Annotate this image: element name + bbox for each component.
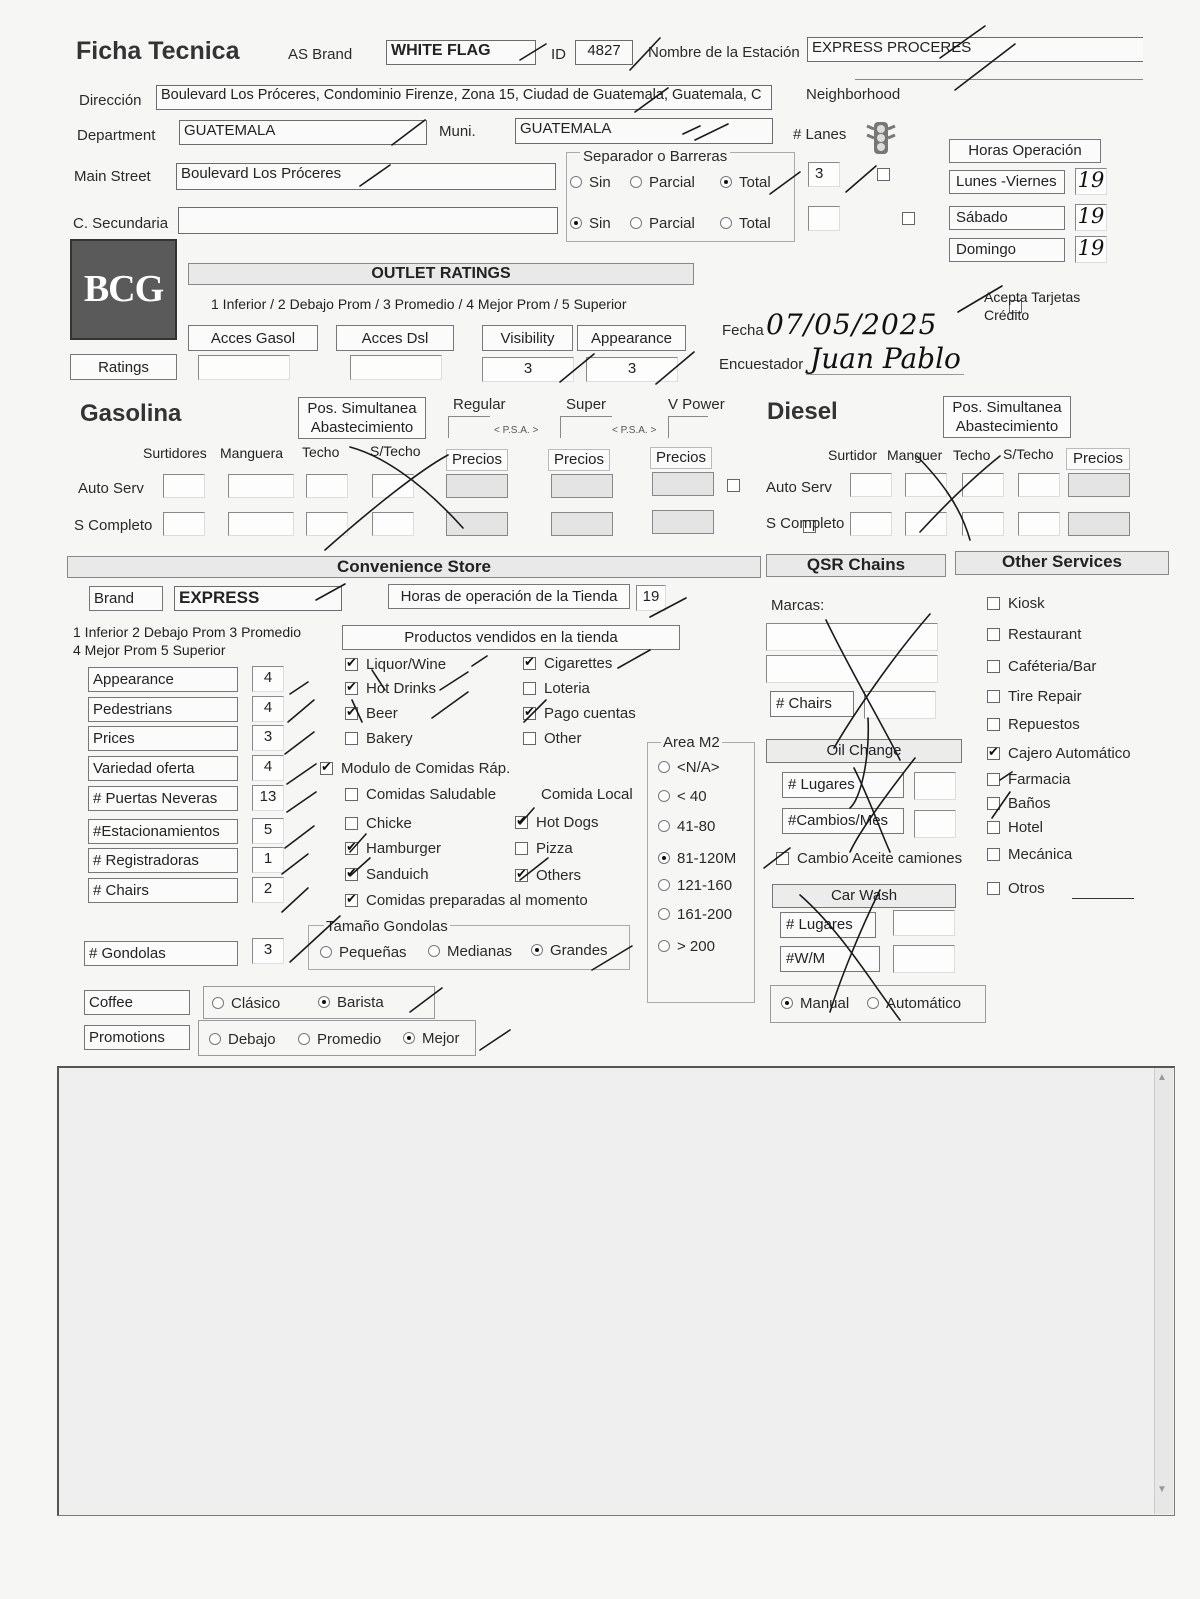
checkbox-label: Hot Dogs — [536, 814, 599, 831]
cw-wm-field[interactable] — [893, 945, 955, 973]
station-name-label: Nombre de la Estación — [648, 44, 800, 61]
checkbox-label: Kiosk — [1008, 595, 1045, 612]
page-title: Ficha Tecnica — [76, 37, 240, 65]
station-name-field[interactable]: EXPRESS PROCERES — [807, 37, 1143, 62]
id-field[interactable]: 4827 — [575, 40, 633, 65]
other-service-4[interactable] — [987, 716, 1080, 733]
gas-auto-surtidores[interactable] — [163, 474, 205, 498]
checkbox[interactable] — [345, 868, 358, 881]
checkbox-label: Pago cuentas — [544, 705, 636, 722]
gas-auto-manguera[interactable] — [228, 474, 294, 498]
checkbox-label: Other — [544, 730, 582, 747]
radio-label: 81-120M — [677, 850, 737, 867]
checkbox-label: Repuestos — [1008, 716, 1080, 733]
other-service-10[interactable] — [987, 880, 1045, 897]
gas-scomp-precio-regular[interactable] — [446, 512, 508, 536]
acces-gasol-label: Acces Gasol — [188, 325, 318, 351]
cambio-aceite-camiones[interactable]: Cambio Aceite camiones — [776, 850, 962, 867]
stecho-label: S/Techo — [370, 443, 421, 459]
traffic-light-icon — [864, 120, 898, 158]
coffee-barista[interactable]: Barista — [318, 994, 384, 1011]
gas-auto-super-checkbox[interactable] — [727, 479, 740, 492]
techo-label: Techo — [302, 444, 340, 460]
checkbox-label: Farmacia — [1008, 771, 1071, 788]
other-service-1[interactable] — [987, 626, 1081, 643]
fecha-label: Fecha — [722, 322, 764, 339]
store-brand-field[interactable]: EXPRESS — [174, 586, 342, 611]
visibility-field[interactable]: 3 — [482, 357, 574, 382]
rating-label-2: Prices — [88, 726, 238, 751]
radio[interactable] — [658, 820, 670, 832]
checkbox[interactable] — [987, 747, 1000, 760]
outlet-ratings-scale: 1 Inferior / 2 Debajo Prom / 3 Promedio / 4 Mejor Prom / 5 Superior — [211, 296, 627, 312]
rating-label-4: # Puertas Neveras — [88, 786, 238, 811]
manguera-label: Manguera — [220, 445, 284, 461]
lanes-sec-field[interactable] — [808, 206, 840, 231]
acces-gasol-field[interactable] — [198, 355, 290, 380]
qsr-chairs-label: # Chairs — [770, 691, 854, 717]
rating-label-0: Appearance — [88, 667, 238, 692]
checkbox-label: Bakery — [366, 730, 413, 747]
promo-mejor[interactable]: Mejor — [403, 1030, 460, 1047]
checkbox-label: Caféteria/Bar — [1008, 658, 1097, 675]
area-option-5[interactable] — [658, 906, 732, 923]
convenience-store-header: Convenience Store — [67, 556, 761, 578]
dsl-auto-techo[interactable] — [962, 473, 1004, 497]
store-scale-line2: 4 Mejor Prom 5 Superior — [73, 642, 226, 658]
department-label: Department — [77, 127, 156, 144]
product2-2[interactable] — [523, 705, 636, 722]
cw-wm-label: #W/M — [780, 946, 880, 972]
psa-label-1: < P.S.A. > — [494, 425, 539, 436]
radio[interactable] — [658, 879, 670, 891]
checkbox-label: Hot Drinks — [366, 680, 437, 697]
appearance-label: Appearance — [577, 325, 686, 351]
muni-label: Muni. — [439, 123, 476, 140]
encuestador-label: Encuestador — [719, 356, 804, 373]
dsl-auto-precio[interactable] — [1068, 473, 1130, 497]
notes-textarea[interactable] — [57, 1066, 1175, 1516]
precios-vpower: Precios — [650, 447, 712, 469]
carwash-automatico[interactable]: Automático — [867, 995, 961, 1012]
hours-weekdays-field[interactable]: 19 — [1075, 168, 1107, 195]
gas-auto-precio-vpower[interactable] — [652, 472, 714, 496]
psa-bracket — [448, 416, 490, 438]
product-1[interactable] — [345, 680, 436, 697]
main-street-label: Main Street — [74, 168, 151, 185]
separador-sec-sin[interactable]: Sin — [570, 215, 611, 232]
checkbox[interactable] — [987, 597, 1000, 610]
other-service-8[interactable] — [987, 819, 1043, 836]
gas-auto-techo[interactable] — [306, 474, 348, 498]
separador-main-parcial[interactable]: Parcial — [630, 174, 695, 191]
checkbox-label: Pizza — [536, 840, 573, 857]
other-service-2[interactable] — [987, 658, 1096, 675]
qsr-chains-header: QSR Chains — [766, 554, 946, 577]
checkbox-label: Cigarettes — [544, 655, 613, 672]
comidas-saludable[interactable]: Comidas Saludable — [345, 786, 496, 803]
checkbox-label: Otros — [1008, 880, 1045, 897]
checkbox[interactable] — [987, 628, 1000, 641]
direccion-field[interactable]: Boulevard Los Próceres, Condominio Firenze, Zona 15, Ciudad de Guatemala, Guatemala, C — [156, 85, 772, 110]
area-option-1[interactable] — [658, 788, 707, 805]
lanes-main-field[interactable]: 3 — [808, 162, 840, 187]
notes-scrollbar[interactable] — [1154, 1068, 1173, 1514]
checkbox[interactable] — [523, 732, 536, 745]
diesel-surtidor-label: Surtidor — [828, 447, 878, 463]
dsl-scomp-precio[interactable] — [1068, 512, 1130, 536]
secundaria-label: C. Secundaria — [73, 215, 169, 232]
rating-label-3: Variedad oferta — [88, 756, 238, 781]
rating-value-7[interactable]: 2 — [252, 877, 284, 903]
food2-2[interactable] — [515, 867, 581, 884]
other-service-3[interactable] — [987, 688, 1082, 705]
area-option-0[interactable] — [658, 759, 720, 776]
oil-change-label: Oil Change — [766, 739, 962, 763]
as-brand-label: AS Brand — [288, 46, 353, 63]
psa-bracket — [668, 416, 708, 438]
cw-lugares-label: # Lugares — [780, 912, 876, 938]
radio[interactable] — [658, 908, 670, 920]
checkbox[interactable] — [523, 707, 536, 720]
store-hours-field[interactable]: 19 — [636, 585, 666, 611]
dsl-auto-manguer[interactable] — [905, 473, 947, 497]
precios-super: Precios — [548, 449, 610, 471]
radio-label: <N/A> — [677, 759, 720, 776]
neighborhood-line — [855, 79, 1143, 80]
checkbox-label: Beer — [366, 705, 398, 722]
rating-value-4[interactable]: 13 — [252, 785, 284, 811]
outlet-ratings-header: OUTLET RATINGS — [188, 263, 694, 285]
area-option-2[interactable] — [658, 818, 715, 835]
other-service-7[interactable] — [987, 795, 1051, 812]
psa-label-2: < P.S.A. > — [612, 425, 657, 436]
rating-label-7: # Chairs — [88, 878, 238, 903]
product-0[interactable] — [345, 656, 446, 673]
separador-main-total[interactable]: Total — [720, 174, 771, 191]
scroll-down-icon[interactable]: ▼ — [1157, 1484, 1167, 1495]
gas-scomp-precio-vpower[interactable] — [652, 510, 714, 534]
main-street-field[interactable]: Boulevard Los Próceres — [176, 163, 556, 190]
dsl-scomp-techo[interactable] — [962, 512, 1004, 536]
rating-value-3[interactable]: 4 — [252, 755, 284, 781]
separador-label: Separador o Barreras — [580, 148, 730, 165]
product2-1[interactable] — [523, 680, 590, 697]
gas-auto-stecho[interactable] — [372, 474, 414, 498]
checkbox[interactable] — [987, 821, 1000, 834]
other-service-9[interactable] — [987, 846, 1072, 863]
coffee-clasico[interactable]: Clásico — [212, 995, 280, 1012]
rating-label-1: Pedestrians — [88, 697, 238, 722]
diesel-precios: Precios — [1066, 448, 1130, 470]
food-1[interactable] — [345, 840, 441, 857]
qsr-chairs-field[interactable] — [864, 691, 936, 719]
radio-label: 41-80 — [677, 818, 716, 835]
department-field[interactable]: GUATEMALA — [179, 120, 427, 145]
acces-dsl-label: Acces Dsl — [336, 325, 454, 351]
checkbox-label: Baños — [1008, 795, 1051, 812]
other-service-0[interactable] — [987, 595, 1045, 612]
dsl-auto-surtidor[interactable] — [850, 473, 892, 497]
checkbox[interactable] — [987, 773, 1000, 786]
diesel-manguer-label: Manguer — [887, 447, 943, 463]
checkbox-label: Tire Repair — [1008, 688, 1082, 705]
marcas-field-1[interactable] — [766, 623, 938, 651]
radio[interactable] — [658, 852, 670, 864]
rating-value-6[interactable]: 1 — [252, 847, 284, 873]
diesel-auto-serv-label: Auto Serv — [766, 479, 832, 496]
checkbox[interactable] — [987, 690, 1000, 703]
checkbox[interactable] — [345, 817, 358, 830]
muni-field[interactable]: GUATEMALA — [515, 118, 773, 144]
gas-scomp-precio-super[interactable] — [551, 512, 613, 536]
modulo-comidas[interactable]: ✔Modulo de Comidas Ráp. — [320, 760, 510, 777]
checkbox-label: Hotel — [1008, 819, 1044, 836]
food-0[interactable] — [345, 815, 412, 832]
hours-sunday-field[interactable]: 19 — [1075, 236, 1107, 263]
diesel-title: Diesel — [767, 398, 838, 425]
comidas-preparadas[interactable]: ✔Comidas preparadas al momento — [345, 892, 588, 909]
gas-auto-precio-super[interactable] — [551, 474, 613, 498]
comida-local-label: Comida Local — [541, 786, 633, 803]
checkbox[interactable] — [987, 660, 1000, 673]
vpower-label: V Power — [668, 396, 725, 413]
neighborhood-label: Neighborhood — [806, 86, 901, 103]
radio-label: 161-200 — [677, 906, 733, 923]
food2-1[interactable] — [515, 840, 573, 857]
checkbox[interactable] — [345, 658, 358, 671]
checkbox[interactable] — [345, 682, 358, 695]
checkbox-label: Mecánica — [1008, 846, 1073, 863]
radio-label: < 40 — [677, 788, 707, 805]
other-service-6[interactable] — [987, 771, 1071, 788]
store-scale-line1: 1 Inferior 2 Debajo Prom 3 Promedio — [73, 624, 301, 640]
scroll-up-icon[interactable]: ▲ — [1157, 1072, 1167, 1083]
checkbox[interactable] — [345, 707, 358, 720]
super-label: Super — [566, 396, 607, 413]
marcas-field-2[interactable] — [766, 655, 938, 683]
checkbox-label: Restaurant — [1008, 626, 1082, 643]
dsl-scomp-manguer[interactable] — [905, 512, 947, 536]
rating-value-0[interactable]: 4 — [252, 666, 284, 692]
oil-cambios-label: #Cambios/Mes — [782, 808, 904, 834]
hours-sunday-label: Domingo — [949, 238, 1065, 262]
visibility-label: Visibility — [482, 325, 573, 351]
diesel-stecho-label: S/Techo — [1003, 446, 1054, 462]
gas-scomp-manguera[interactable] — [228, 512, 294, 536]
fecha-field[interactable]: 07/05/2025 — [766, 308, 938, 341]
appearance-field[interactable]: 3 — [586, 357, 678, 382]
gondola-pequenas[interactable]: Pequeñas — [320, 944, 407, 961]
car-wash-label: Car Wash — [772, 884, 956, 908]
hours-saturday-field[interactable]: 19 — [1075, 204, 1107, 231]
radio[interactable] — [658, 761, 670, 773]
diesel-techo-label: Techo — [953, 447, 991, 463]
oil-lugares-field[interactable] — [914, 772, 956, 800]
checkbox[interactable] — [987, 797, 1000, 810]
hours-weekdays-label: Lunes -Viernes — [949, 170, 1065, 194]
carwash-manual[interactable]: Manual — [781, 995, 849, 1012]
credit-cards-label: Acepta Tarjetas Crédito — [984, 289, 1081, 323]
checkbox-label: Cajero Automático — [1008, 745, 1131, 762]
encuestador-line — [806, 374, 964, 375]
checkbox[interactable] — [345, 732, 358, 745]
gas-scomp-stecho[interactable] — [372, 512, 414, 536]
checkbox[interactable] — [987, 718, 1000, 731]
products-title: Productos vendidos en la tienda — [342, 625, 680, 650]
checkbox[interactable] — [515, 842, 528, 855]
tamano-gondolas-label: Tamaño Gondolas — [326, 918, 448, 935]
regular-label: Regular — [453, 396, 506, 413]
radio-label: > 200 — [677, 938, 715, 955]
area-m2-label: Area M2 — [663, 734, 720, 751]
checkbox-label: Chicke — [366, 815, 412, 832]
rating-label-6: # Registradoras — [88, 848, 238, 873]
rating-value-5[interactable]: 5 — [252, 818, 284, 844]
precios-regular: Precios — [446, 449, 508, 471]
checkbox-label: Hamburger — [366, 840, 442, 857]
lanes-label: # Lanes — [793, 126, 847, 143]
lanes-sec-checkbox[interactable] — [902, 212, 915, 225]
id-label: ID — [551, 46, 566, 63]
other-services-header: Other Services — [955, 551, 1169, 575]
dsl-auto-stecho[interactable] — [1018, 473, 1060, 497]
psa-bracket — [560, 416, 612, 438]
surtidores-label: Surtidores — [143, 445, 207, 461]
food-2[interactable] — [345, 866, 429, 883]
area-option-4[interactable] — [658, 877, 732, 894]
gas-scomp-surtidores[interactable] — [163, 512, 205, 536]
other-service-5[interactable] — [987, 745, 1131, 762]
oil-cambios-field[interactable] — [914, 810, 956, 838]
store-brand-label: Brand — [89, 586, 163, 611]
encuestador-field[interactable]: Juan Pablo — [810, 342, 961, 375]
hours-saturday-label: Sábado — [949, 206, 1065, 230]
acces-dsl-field[interactable] — [350, 355, 442, 380]
area-m2-group — [647, 742, 755, 1003]
checkbox[interactable] — [515, 869, 528, 882]
cw-lugares-field[interactable] — [893, 910, 955, 936]
gasolina-title: Gasolina — [80, 400, 182, 427]
rating-label-5: #Estacionamientos — [88, 819, 238, 844]
store-hours-label: Horas de operación de la Tienda — [388, 584, 630, 609]
radio[interactable] — [658, 940, 670, 952]
promo-debajo[interactable]: Debajo — [209, 1031, 276, 1048]
bcg-logo: BCG — [70, 239, 177, 340]
checkbox[interactable] — [987, 848, 1000, 861]
gondola-medianas[interactable]: Medianas — [428, 943, 512, 960]
diesel-s-completo-label: S Completo — [766, 515, 845, 532]
marcas-label: Marcas: — [771, 597, 825, 614]
promo-promedio[interactable]: Promedio — [298, 1031, 381, 1048]
hours-title: Horas Operación — [949, 139, 1101, 163]
product-2[interactable] — [345, 705, 398, 722]
gondolas-field[interactable]: 3 — [252, 938, 284, 964]
checkbox-label: Sanduich — [366, 866, 429, 883]
gas-scomp-techo[interactable] — [306, 512, 348, 536]
diesel-pos-simultanea: Pos. Simultanea Abastecimiento — [943, 396, 1071, 438]
gondola-grandes[interactable]: Grandes — [531, 942, 608, 959]
separador-sec-parcial[interactable]: Parcial — [630, 215, 695, 232]
gas-auto-precio-regular[interactable] — [446, 474, 508, 498]
as-brand-field[interactable]: WHITE FLAG — [386, 40, 536, 65]
ratings-label: Ratings — [70, 354, 177, 380]
rating-value-2[interactable]: 3 — [252, 725, 284, 751]
checkbox-label: Liquor/Wine — [366, 656, 447, 673]
dsl-scomp-stecho[interactable] — [1018, 512, 1060, 536]
oil-lugares-label: # Lugares — [782, 772, 904, 798]
product-3[interactable] — [345, 730, 413, 747]
checkbox[interactable] — [345, 842, 358, 855]
checkbox[interactable] — [523, 657, 536, 670]
dsl-scomp-surtidor[interactable] — [850, 512, 892, 536]
food2-0[interactable] — [515, 814, 599, 831]
radio-label: 121-160 — [677, 877, 733, 894]
promotions-label: Promotions — [84, 1025, 190, 1050]
lanes-main-checkbox[interactable] — [877, 168, 890, 181]
radio[interactable] — [658, 790, 670, 802]
area-option-3[interactable] — [658, 850, 736, 867]
coffee-label: Coffee — [84, 990, 190, 1015]
checkbox[interactable] — [523, 682, 536, 695]
product2-3[interactable] — [523, 730, 582, 747]
product2-0[interactable] — [523, 655, 612, 672]
checkbox[interactable] — [987, 882, 1000, 895]
secundaria-field[interactable] — [178, 207, 558, 234]
gasolina-s-completo-label: S Completo — [74, 517, 153, 534]
area-option-6[interactable] — [658, 938, 715, 955]
gasolina-auto-serv-label: Auto Serv — [78, 480, 144, 497]
separador-sec-total[interactable]: Total — [720, 215, 771, 232]
checkbox[interactable] — [515, 816, 528, 829]
gasolina-pos-simultanea: Pos. Simultanea Abastecimiento — [298, 397, 426, 439]
separador-main-sin[interactable]: Sin — [570, 174, 611, 191]
otros-line — [1072, 898, 1134, 899]
direccion-label: Dirección — [79, 92, 142, 109]
rating-value-1[interactable]: 4 — [252, 696, 284, 722]
checkbox-label: Loteria — [544, 680, 590, 697]
gondolas-label: # Gondolas — [84, 941, 238, 966]
checkbox-label: Others — [536, 867, 582, 884]
